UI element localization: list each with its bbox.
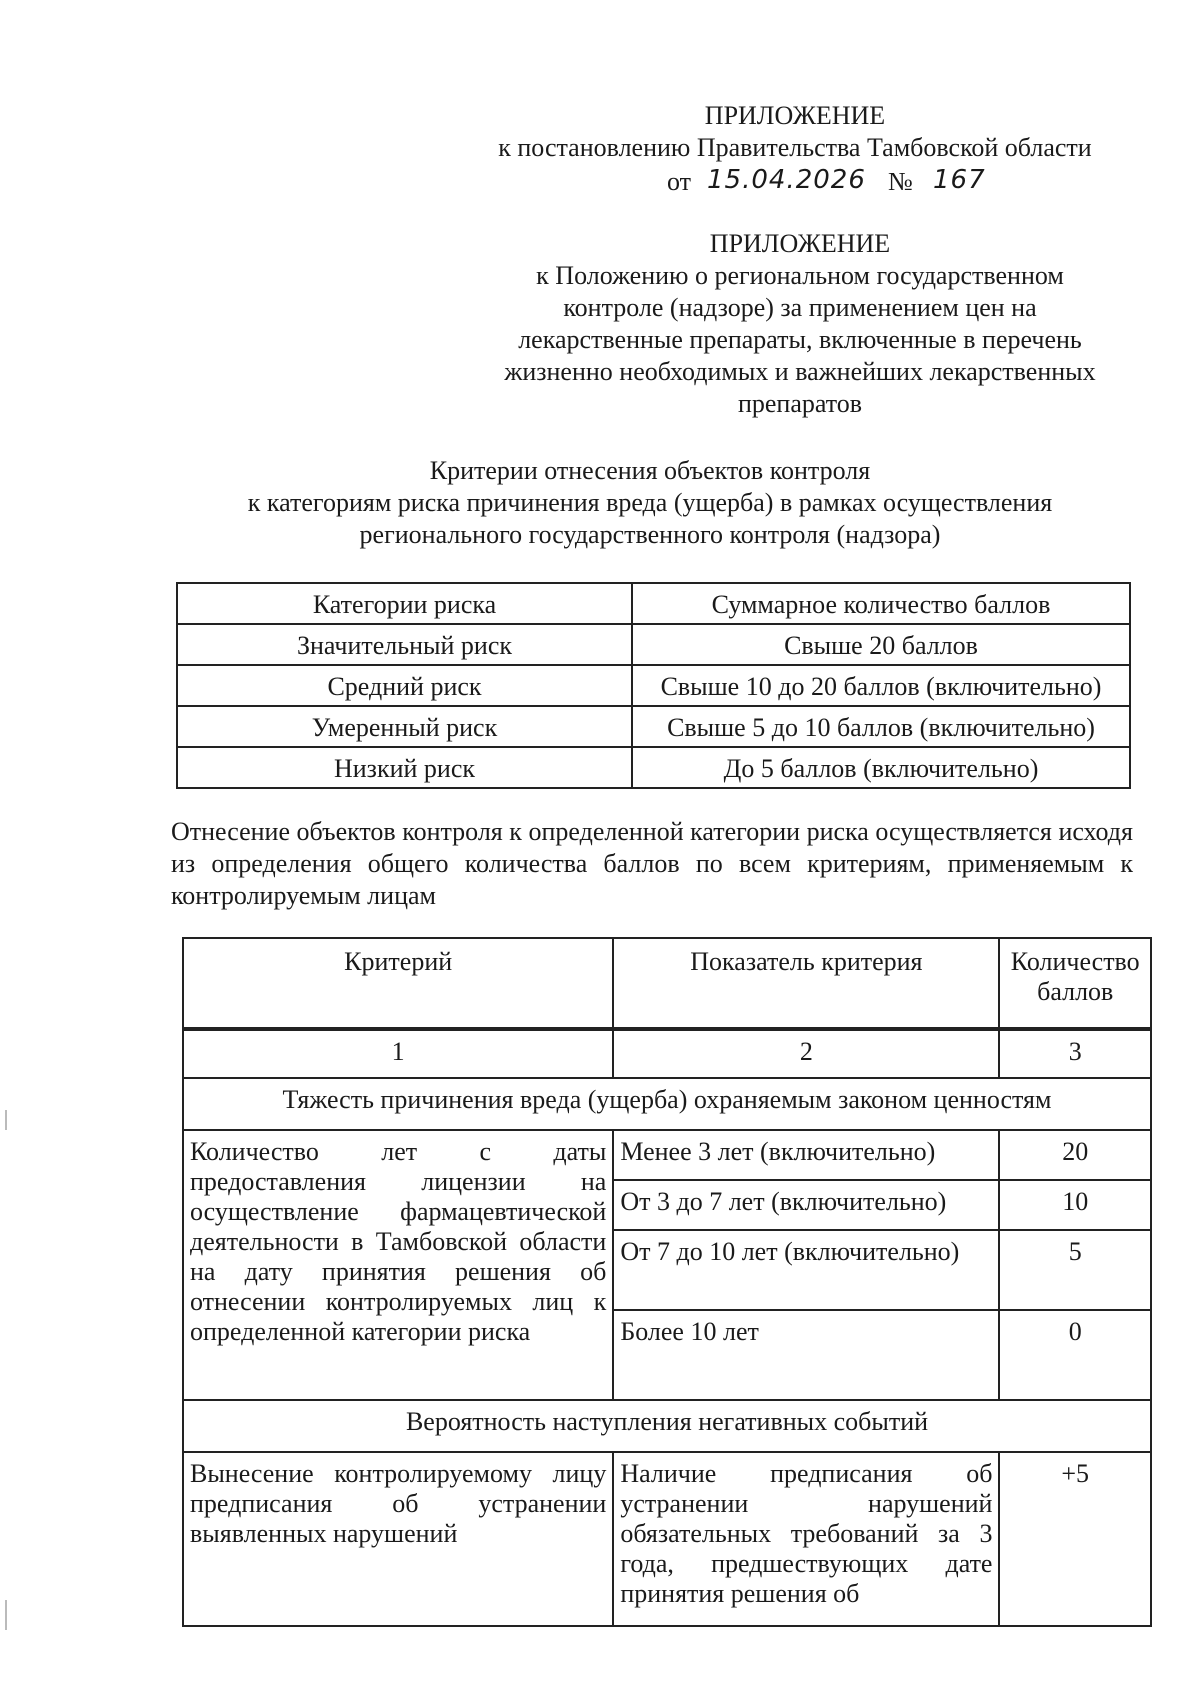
handwritten-date: 15.04.2026 — [707, 165, 866, 195]
header-cell: Суммарное количество баллов — [632, 583, 1130, 624]
criterion-cell: Вынесение контролируемому лицу предписания об устранении выявленных нарушений — [183, 1452, 613, 1626]
risk-points-cell: До 5 баллов (включительно) — [632, 747, 1130, 788]
criteria-table — [182, 937, 1152, 1627]
criterion-cell: Количество лет с даты предоставления лицензии на осуществление фармацевтической деятельности в Тамбовской области на дату принятия решения об отнесении контролируемых лиц к определенной категории риска — [183, 1130, 613, 1400]
indicator-cell: Наличие предписания об устранении нарушений обязательных требований за 3 года, предшествующих дате принятия решения об — [613, 1452, 999, 1626]
risk-category-cell: Низкий риск — [177, 747, 632, 788]
appendix-main-line: к постановлению Правительства Тамбовской области — [498, 133, 1092, 162]
header-cell: Категории риска — [177, 583, 632, 624]
risk-category-cell: Значительный риск — [177, 624, 632, 665]
points-cell: 10 — [999, 1180, 1151, 1230]
title-line: к категориям риска причинения вреда (ущерба) в рамках осуществления — [247, 488, 1053, 517]
column-number-row — [183, 1029, 1151, 1078]
points-cell: +5 — [999, 1452, 1151, 1626]
section-row — [183, 1400, 1151, 1452]
table-row — [177, 706, 1130, 747]
section-title: Тяжесть причинения вреда (ущерба) охраняемым законом ценностям — [183, 1078, 1151, 1130]
appendix-main — [445, 100, 1145, 200]
title-line: регионального государственного контроля (надзора) — [359, 520, 941, 549]
points-cell: 20 — [999, 1130, 1151, 1180]
table-header-row — [183, 938, 1151, 1029]
appendix-sub-line: к Положению о региональном государственном — [536, 261, 1064, 290]
indicator-cell: От 7 до 10 лет (включительно) — [613, 1230, 999, 1310]
column-number-cell: 1 — [183, 1029, 613, 1078]
indicator-cell: От 3 до 7 лет (включительно) — [613, 1180, 999, 1230]
table-header-row — [177, 583, 1130, 624]
risk-category-cell: Средний риск — [177, 665, 632, 706]
scan-edge-mark — [5, 1600, 7, 1630]
handwritten-number: 167 — [933, 165, 986, 195]
date-prefix: от — [667, 167, 692, 196]
appendix-sub-heading: ПРИЛОЖЕНИЕ — [709, 229, 891, 258]
header-cell: Количество баллов — [999, 938, 1151, 1029]
appendix-sub-line: препаратов — [737, 389, 863, 418]
appendix-sub-line: контроле (надзоре) за применением цен на — [563, 293, 1037, 322]
document-title — [170, 455, 1130, 551]
header-cell: Критерий — [183, 938, 613, 1029]
column-number-cell: 3 — [999, 1029, 1151, 1078]
section-title: Вероятность наступления негативных событий — [183, 1400, 1151, 1452]
indicator-cell: Менее 3 лет (включительно) — [613, 1130, 999, 1180]
points-cell: 0 — [999, 1310, 1151, 1400]
risk-category-table — [176, 582, 1131, 789]
table-row — [177, 665, 1130, 706]
header-cell: Показатель критерия — [613, 938, 999, 1029]
table-row — [177, 747, 1130, 788]
explanatory-note: Отнесение объектов контроля к определенной категории риска осуществляется исходя из определения общего количества баллов по всем критериям, применяемым к контролируемым лицам — [171, 817, 1133, 910]
points-cell: 5 — [999, 1230, 1151, 1310]
column-number-cell: 2 — [613, 1029, 999, 1078]
scan-edge-mark — [5, 1110, 7, 1130]
appendix-main-reference — [445, 164, 1145, 200]
number-prefix: № — [888, 167, 913, 196]
indicator-cell: Более 10 лет — [613, 1310, 999, 1400]
risk-points-cell: Свыше 5 до 10 баллов (включительно) — [632, 706, 1130, 747]
risk-category-cell: Умеренный риск — [177, 706, 632, 747]
title-line: Критерии отнесения объектов контроля — [429, 456, 871, 485]
risk-points-cell: Свыше 10 до 20 баллов (включительно) — [632, 665, 1130, 706]
appendix-sub-line: лекарственные препараты, включенные в перечень — [518, 325, 1082, 354]
table-row — [177, 624, 1130, 665]
appendix-sub-line: жизненно необходимых и важнейших лекарственных — [504, 357, 1096, 386]
risk-points-cell: Свыше 20 баллов — [632, 624, 1130, 665]
table-row — [183, 1130, 1151, 1180]
appendix-main-heading: ПРИЛОЖЕНИЕ — [704, 101, 886, 130]
section-row — [183, 1078, 1151, 1130]
table-row — [183, 1452, 1151, 1626]
appendix-sub — [455, 228, 1145, 420]
